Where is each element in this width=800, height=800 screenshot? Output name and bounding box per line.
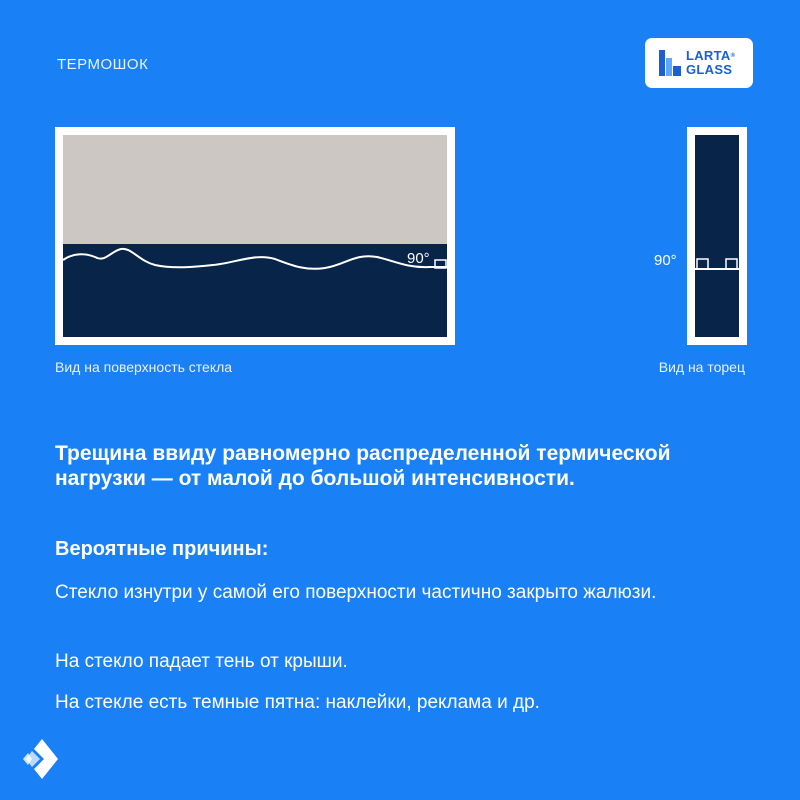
edge-caption: Вид на торец bbox=[658, 359, 745, 375]
glass-edge-diagram bbox=[640, 127, 750, 345]
cause-item: На стекле есть темные пятна: наклейки, реклама и др. bbox=[55, 692, 540, 713]
cause-item: На стекло падает тень от крыши. bbox=[55, 651, 348, 672]
surface-angle-label: 90° bbox=[407, 250, 430, 267]
edge-angle-label: 90° bbox=[654, 252, 677, 269]
edge-glass bbox=[695, 135, 739, 337]
logo-wordmark: LARTA® GLASS bbox=[686, 48, 736, 77]
larta-glass-logo bbox=[645, 38, 753, 88]
headline: Трещина ввиду равномерно распределенной термической нагрузки — от малой до большой интенсивности. bbox=[55, 442, 671, 490]
surface-caption: Вид на поверхность стекла bbox=[55, 359, 233, 375]
topic-label: ТЕРМОШОК bbox=[57, 56, 149, 73]
causes-title: Вероятные причины: bbox=[55, 538, 269, 560]
glass-surface-diagram bbox=[55, 127, 455, 345]
cause-item: Стекло изнутри у самой его поверхности частично закрыто жалюзи. bbox=[55, 582, 657, 603]
brand-diamond-icon bbox=[20, 737, 60, 781]
logo-icon bbox=[659, 50, 681, 76]
